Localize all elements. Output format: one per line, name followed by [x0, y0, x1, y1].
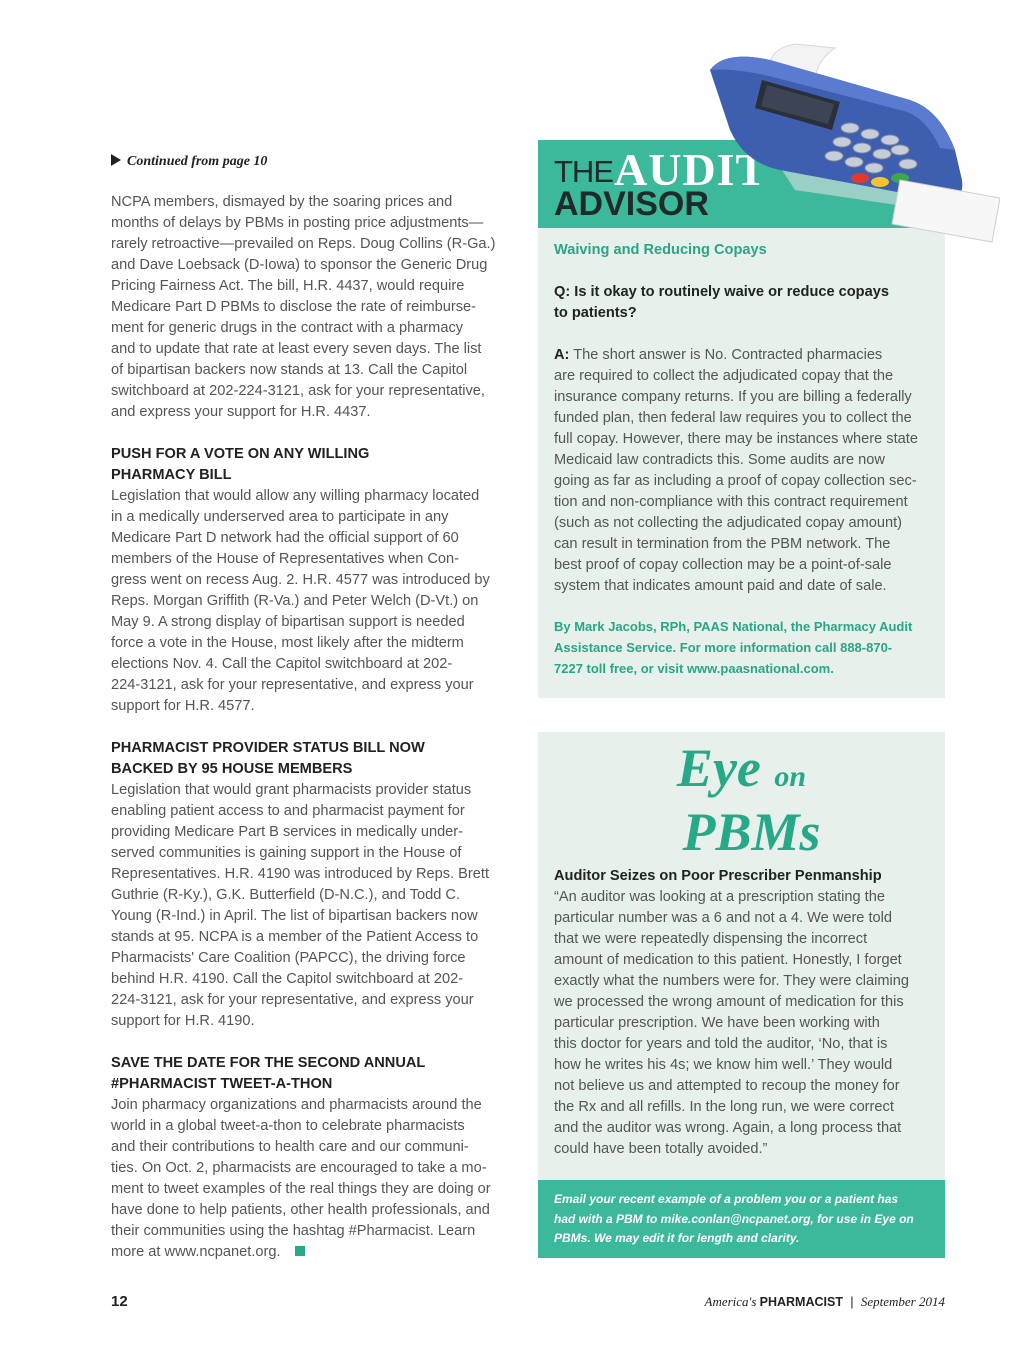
eye-body-line: particular number was a 6 and not a 4. We were told: [554, 910, 893, 926]
body-line: enabling patient access to and pharmacist payment for: [111, 803, 465, 819]
question-line: Q: Is it okay to routinely waive or reduce copays: [554, 284, 889, 300]
eye-body-line: that we were repeatedly dispensing the incorrect: [554, 931, 868, 947]
byline-line: By Mark Jacobs, RPh, PAAS National, the Pharmacy Audit: [554, 619, 913, 634]
intro-line: and express your support for H.R. 4437.: [111, 404, 371, 420]
answer-line: [554, 345, 930, 366]
answer-label: A:: [554, 347, 570, 363]
answer-line: are required to collect the adjudicated copay that the: [554, 368, 894, 384]
body-line: gress went on recess Aug. 2. H.R. 4577 was introduced by: [111, 572, 490, 588]
section1-body: [111, 486, 521, 717]
body-line: 224-3121, ask for your representative, and express your: [111, 992, 474, 1008]
body-line: their communities using the hashtag #Pharmacist. Learn: [111, 1223, 476, 1239]
body-line: have done to help patients, other health professionals, and: [111, 1202, 490, 1218]
intro-line: and to update that rate at least every seven days. The list: [111, 341, 482, 357]
audit-subtitle: Waiving and Reducing Copays: [554, 242, 767, 258]
section2-body: [111, 780, 521, 1032]
byline-line: 7227 toll free, or visit www.paasnational.com.: [554, 661, 834, 676]
section3-body: [111, 1095, 521, 1263]
audit-question: [554, 282, 930, 324]
answer-line: can result in termination from the PBM network. The: [554, 536, 891, 552]
body-line: more at www.ncpanet.org.: [111, 1242, 521, 1263]
eye-body-line: and the auditor was wrong. Again, a long process that: [554, 1120, 902, 1136]
question-line: to patients?: [554, 305, 637, 321]
audit-byline: [554, 616, 930, 679]
heading-line: SAVE THE DATE FOR THE SECOND ANNUAL: [111, 1055, 426, 1071]
heading-line: PHARMACY BILL: [111, 467, 232, 483]
body-line: ties. On Oct. 2, pharmacists are encouraged to take a mo-: [111, 1160, 487, 1176]
audit-advisor-content: [554, 240, 930, 679]
intro-line: NCPA members, dismayed by the soaring prices and: [111, 194, 453, 210]
eye-body-line: we processed the wrong amount of medication for this: [554, 994, 904, 1010]
byline-line: Assistance Service. For more information call 888-870-: [554, 640, 893, 655]
answer-line: going as far as including a proof of copay collection sec-: [554, 473, 917, 489]
eye-on-pbms-footer-text: [554, 1190, 934, 1249]
section2-heading: [111, 738, 521, 780]
body-line: providing Medicare Part B services in medically under-: [111, 824, 464, 840]
body-line: 224-3121, ask for your representative, and express your: [111, 677, 474, 693]
body-line: behind H.R. 4190. Call the Capitol switchboard at 202-: [111, 971, 464, 987]
body-line: support for H.R. 4577.: [111, 698, 255, 714]
eye-footer-line: PBMs. We may edit it for length and clarity.: [554, 1231, 800, 1245]
triangle-right-icon: [111, 154, 121, 166]
eye-heading: Auditor Seizes on Poor Prescriber Penmanship: [554, 868, 882, 884]
answer-line: Medicaid law contradicts this. Some audits are now: [554, 452, 885, 468]
section1-heading: [111, 444, 521, 486]
answer-line: insurance company returns. If you are billing a federally: [554, 389, 912, 405]
body-line: May 9. A strong display of bipartisan support is needed: [111, 614, 465, 630]
eye-body-line: exactly what the numbers were for. They were claiming: [554, 973, 910, 989]
intro-line: Medicare Part D PBMs to disclose the rate of reimburse-: [111, 299, 476, 315]
answer-line: (such as not collecting the adjudicated copay amount): [554, 515, 903, 531]
intro-line: of bipartisan backers now stands at 13. Call the Capitol: [111, 362, 468, 378]
title-advisor: ADVISOR: [554, 185, 709, 223]
eye-on-pbms-title: Eye on PBMs: [676, 738, 821, 862]
eye-body-line: the Rx and all refills. In the long run, we were correct: [554, 1099, 894, 1115]
body-line: Legislation that would allow any willing pharmacy located: [111, 488, 480, 504]
eye-body-line: amount of medication to this patient. Honestly, I forget: [554, 952, 902, 968]
magazine-footer: America's PHARMACIST | September 2014: [704, 1294, 945, 1309]
body-line: Legislation that would grant pharmacists provider status: [111, 782, 472, 798]
left-column: [111, 150, 521, 1263]
eye-body-line: this doctor for years and told the auditor, ‘No, that is: [554, 1036, 888, 1052]
body-line: members of the House of Representatives when Con-: [111, 551, 459, 567]
body-line: Join pharmacy organizations and pharmacists around the: [111, 1097, 482, 1113]
body-line: world in a global tweet-a-thon to celebrate pharmacists: [111, 1118, 465, 1134]
body-line: Young (R-Ind.) in April. The list of bipartisan backers now: [111, 908, 478, 924]
answer-line: best proof of copay collection may be a point-of-sale: [554, 557, 892, 573]
intro-line: ment for generic drugs in the contract with a pharmacy: [111, 320, 464, 336]
body-line: Medicare Part D network had the official support of 60: [111, 530, 459, 546]
eye-body-line: could have been totally avoided.”: [554, 1141, 768, 1157]
audit-answer: [554, 345, 930, 597]
answer-line: system that indicates amount paid and date of sale.: [554, 578, 887, 594]
intro-line: and Dave Loebsack (D-Iowa) to sponsor the Generic Drug: [111, 257, 488, 273]
body-line: ment to tweet examples of the real things they are doing or: [111, 1181, 491, 1197]
page-number: 12: [111, 1293, 128, 1310]
title-the: THE: [554, 154, 613, 189]
intro-line: rarely retroactive—prevailed on Reps. Doug Collins (R-Ga.): [111, 236, 496, 252]
section3-heading: [111, 1053, 521, 1095]
body-line: elections Nov. 4. Call the Capitol switchboard at 202-: [111, 656, 453, 672]
intro-line: Pricing Fairness Act. The bill, H.R. 4437, would require: [111, 278, 465, 294]
answer-line: funded plan, then federal law requires you to collect the: [554, 410, 912, 426]
body-line: and their contributions to health care and our communi-: [111, 1139, 469, 1155]
heading-line: BACKED BY 95 HOUSE MEMBERS: [111, 761, 353, 777]
body-line: Reps. Morgan Griffith (R-Va.) and Peter Welch (D-Vt.) on: [111, 593, 479, 609]
body-line: stands at 95. NCPA is a member of the Patient Access to: [111, 929, 479, 945]
intro-line: switchboard at 202-224-3121, ask for your representative,: [111, 383, 485, 399]
eye-body-line: particular prescription. We have been working with: [554, 1015, 880, 1031]
body-line: served communities is gaining support in the House of: [111, 845, 462, 861]
eye-body-line: not believe us and attempted to recoup the money for: [554, 1078, 900, 1094]
end-of-article-square-icon: [295, 1246, 305, 1256]
eye-body: [554, 887, 930, 1160]
continued-note: Continued from page 10: [111, 154, 521, 170]
eye-footer-line: had with a PBM to mike.conlan@ncpanet.org, for use in Eye on: [554, 1211, 914, 1226]
eye-footer-line: Email your recent example of a problem you or a patient has: [554, 1192, 899, 1206]
payment-terminal-illustration: [700, 30, 1000, 245]
heading-line: PHARMACIST PROVIDER STATUS BILL NOW: [111, 740, 425, 756]
body-line: support for H.R. 4190.: [111, 1013, 255, 1029]
heading-line: PUSH FOR A VOTE ON ANY WILLING: [111, 446, 370, 462]
eye-body-line: how he writes his 4s; we know him well.’ They would: [554, 1057, 893, 1073]
body-line: Pharmacists' Care Coalition (PAPCC), the driving force: [111, 950, 466, 966]
body-line: in a medically underserved area to participate in any: [111, 509, 449, 525]
eye-on-pbms-content: [554, 866, 930, 1160]
body-line: force a vote in the House, most likely after the midterm: [111, 635, 464, 651]
body-line: Representatives. H.R. 4190 was introduced by Reps. Brett: [111, 866, 490, 882]
answer-line: tion and non-compliance with this contract requirement: [554, 494, 908, 510]
body-line: Guthrie (R-Ky.), G.K. Butterfield (D-N.C.), and Todd C.: [111, 887, 461, 903]
answer-first-line: The short answer is No. Contracted pharmacies: [569, 347, 883, 363]
intro-line: months of delays by PBMs in posting price adjustments—: [111, 215, 484, 231]
heading-line: #PHARMACIST TWEET-A-THON: [111, 1076, 333, 1092]
title-audit: AUDIT: [614, 144, 768, 195]
intro-paragraph: [111, 192, 521, 423]
answer-line: full copay. However, there may be instances where state: [554, 431, 918, 447]
eye-body-line: “An auditor was looking at a prescription stating the: [554, 889, 885, 905]
